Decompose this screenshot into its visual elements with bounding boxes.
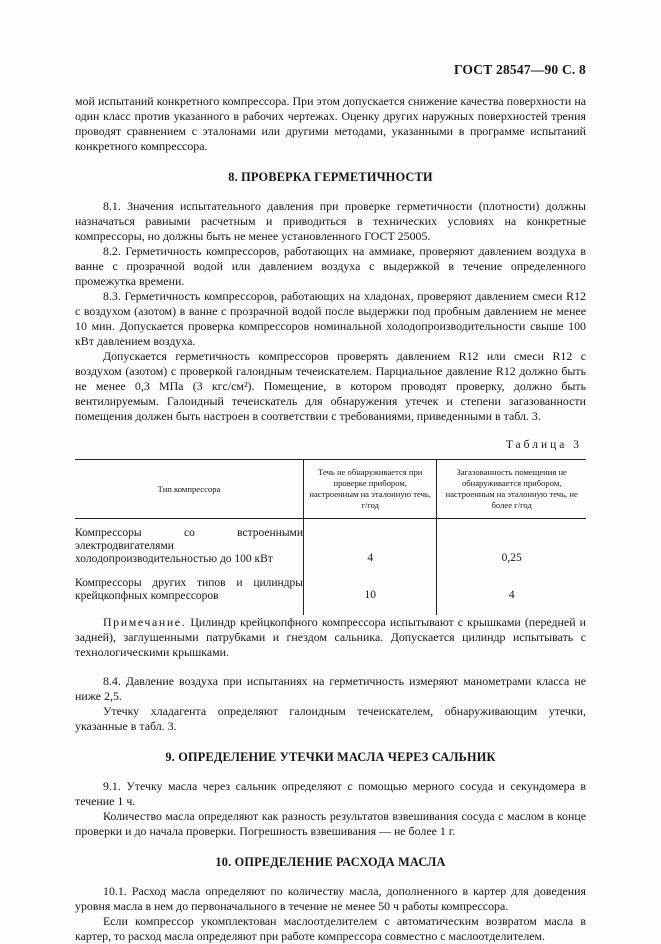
table-row [75, 569, 586, 615]
document-body [75, 94, 586, 944]
paragraph-8-3-extra: Допускается герметичность компрессоров проверять давлением R12 или смеси R12 с воздухом (азотом) с проверкой галоидным течеискателем. Парциальное давление R12 должно быть не менее 0,3 МПа (3 кгс/см²). Помещение, в котором проводят проверку, должно быть вентилируемым. Галоидный течеискатель для обнаружения утечек и степени загазованности помещения должен быть настроен в соответствии с требованиями, приведенными в табл. 3. [75, 349, 586, 423]
table-header-row [75, 460, 586, 519]
table-cell-contamination: 4 [508, 589, 515, 601]
table-3 [75, 459, 586, 615]
paragraph-8-3: 8.3. Герметичность компрессоров, работающих на хладонах, проверяют давлением смеси R12 с воздухом (азотом) в ванне с прозрачной водой после выдержки под пробным давлением не менее 10 мин. Допускается проверка компрессоров номинальной холодопроизводительности свыше 100 кВт давлением воздуха. [75, 289, 586, 348]
paragraph-8-2: 8.2. Герметичность компрессоров, работающих на аммиаке, проверяют давлением воздуха в ванне с прозрачной водой или давлением воздуха с выдержкой в течение определенного промежутка времени. [75, 244, 586, 288]
paragraph-8-4-extra: Утечку хладагента определяют галоидным течеискателем, обнаруживающим утечки, указанные в табл. 3. [75, 704, 586, 733]
table-cell-contamination: 0,25 [501, 552, 522, 564]
section-10-title: 10. ОПРЕДЕЛЕНИЕ РАСХОДА МАСЛА [215, 855, 446, 869]
table-cell-leak: 4 [304, 519, 437, 570]
table-header-contamination: Загазованность помещения не обнаруживается прибором, настроенным на эталонную течь, не более г/год [437, 460, 586, 519]
table-cell-leak: 10 [304, 569, 437, 615]
intro-paragraph: мой испытаний конкретного компрессора. При этом допускается снижение качества поверхности на один класс против указанного в рабочих чертежах. Оценку других наружных поверхностей трения проводят сравнением с эталонами или другими методами, указанными в программе испытаний конкретного компрессора. [75, 94, 586, 153]
note-text: Цилиндр крейцкопфного компрессора испытывают с крышками (передней и задней), заглушенными патрубками и гнездом сальника. Допускается цилиндр испытывать с технологическими крышками. [75, 615, 586, 659]
table-cell-type: Компрессоры со встроенными электродвигателями холодопроизводительностью до 100 кВт [75, 527, 303, 565]
paragraph-9-1: 9.1. Утечку масла через сальник определяют с помощью мерного сосуда и секундомера в течение 1 ч. [75, 779, 586, 808]
table-row [75, 519, 586, 570]
table-header-leak: Течь не обнаруживается при проверке прибором, настроенным на эталонную течь, г/год [304, 460, 437, 519]
table-note [75, 615, 586, 660]
table-cell-type: Компрессоры других типов и цилиндры крейцкопфных компрессоров [75, 577, 303, 602]
paragraph-10-1-extra: Если компрессор укомплектован маслоотделителем с автоматическим возвратом масла в картер, то расход масла определяют при работе компрессора совместно с маслоотделителем. [75, 914, 586, 943]
note-label: Примечание. [103, 615, 187, 629]
table-caption: Таблица 3 [505, 439, 582, 451]
section-8-title: 8. ПРОВЕРКА ГЕРМЕТИЧНОСТИ [228, 170, 433, 184]
paragraph-8-4: 8.4. Давление воздуха при испытаниях на герметичность измеряют манометрами класса не ниже 2,5. [75, 674, 586, 703]
table-header-type: Тип компрессора [75, 460, 304, 519]
page-header: ГОСТ 28547—90 С. 8 [453, 62, 586, 77]
paragraph-9-1-extra: Количество масла определяют как разность результатов взвешивания сосуда с маслом в конце проверки и до начала проверки. Погрешность взвешивания — не более 1 г. [75, 809, 586, 838]
paragraph-8-1: 8.1. Значения испытательного давления при проверке герметичности (плотности) должны назначаться равными расчетным и приводиться в технических условиях на конкретные компрессоры, но должны быть не менее установленного ГОСТ 25005. [75, 199, 586, 243]
paragraph-10-1: 10.1. Расход масла определяют по количеству масла, дополненного в картер для доведения уровня масла в нем до первоначального в течение не менее 50 ч работы компрессора. [75, 884, 586, 913]
section-9-title: 9. ОПРЕДЕЛЕНИЕ УТЕЧКИ МАСЛА ЧЕРЕЗ САЛЬНИК [165, 750, 496, 764]
